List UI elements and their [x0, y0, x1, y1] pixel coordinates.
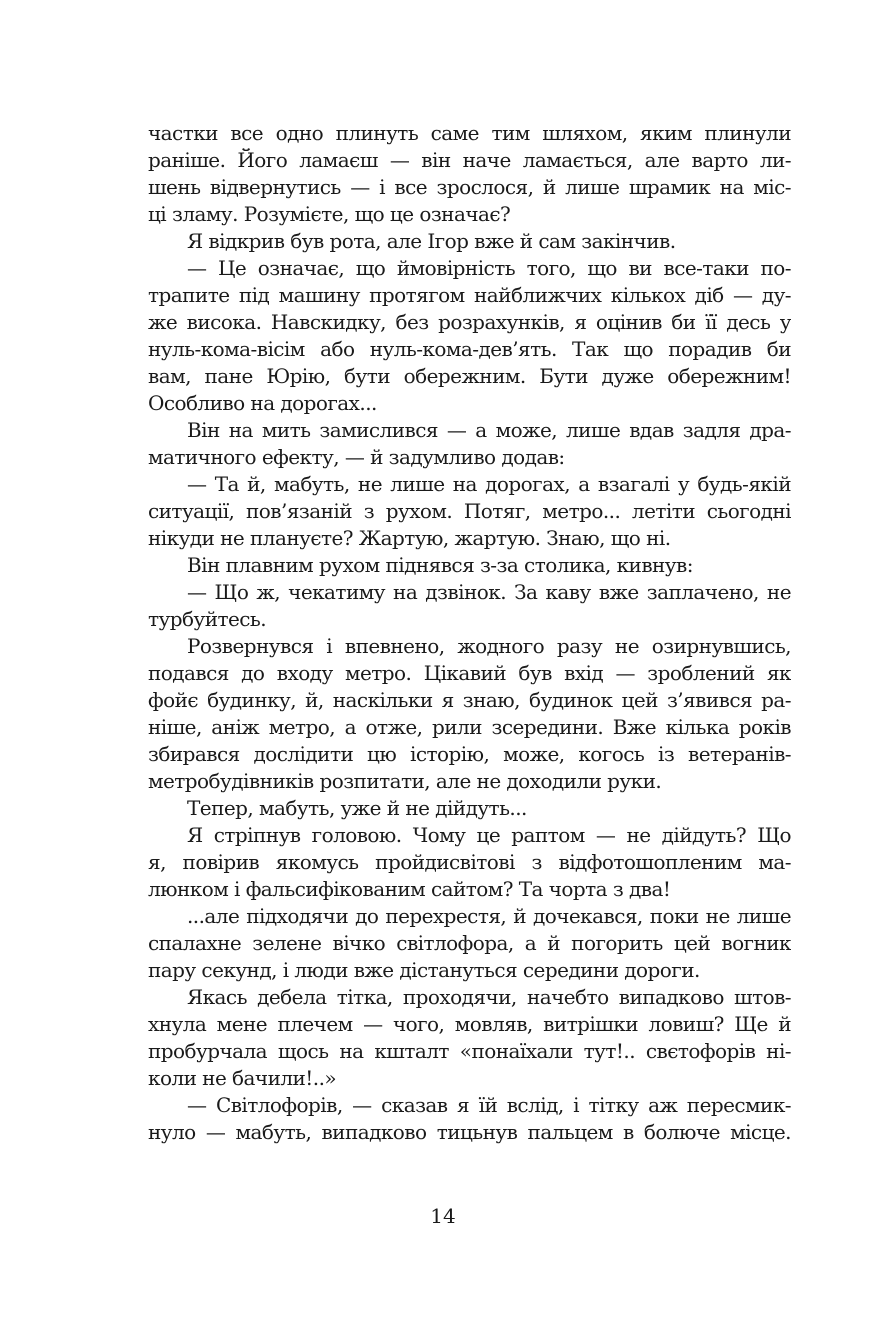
text-line: пару секунд, і люди вже дістануться середини дороги.: [148, 958, 700, 982]
text-line: — Світлофорів, — сказав я їй вслід, і тітку аж пересмик-: [187, 1093, 791, 1117]
text-line: Якась дебела тітка, проходячи, начебто випадково штов-: [187, 985, 791, 1009]
text-line: нікуди не плануєте? Жартую, жартую. Знаю, що ні.: [148, 526, 671, 550]
text-line: спалахне зелене вічко світлофора, а й погорить цей вогник: [148, 931, 791, 955]
text-line: шень відвернутись — і все зрослося, й лише шрамик на міс-: [148, 175, 791, 199]
text-line: подався до входу метро. Цікавий був вхід — зроблений як: [148, 661, 791, 685]
text-line: раніше. Його ламаєш — він наче ламається, але варто ли-: [148, 148, 791, 172]
text-line: Особливо на дорогах...: [148, 391, 377, 415]
text-line: хнула мене плечем — чого, мовляв, витрішки ловиш? Ще й: [148, 1012, 791, 1036]
text-line: нуло — мабуть, випадково тицьнув пальцем в болюче місце.: [148, 1120, 791, 1144]
text-line: Він на мить замислився — а може, лише вдав задля дра-: [187, 418, 791, 442]
text-line: матичного ефекту, — й задумливо додав:: [148, 445, 565, 469]
text-line: коли не бачили!..»: [148, 1066, 337, 1090]
text-line: турбуйтесь.: [148, 607, 267, 631]
text-line: ситуації, пов’язаній з рухом. Потяг, метро... летіти сьогодні: [148, 499, 791, 523]
text-line: — Це означає, що ймовірність того, що ви все-таки по-: [187, 256, 791, 280]
text-line: — Що ж, чекатиму на дзвінок. За каву вже заплачено, не: [187, 580, 791, 604]
text-line: ніше, аніж метро, а отже, рили зсередини. Вже кілька років: [148, 715, 791, 739]
text-line: люнком і фальсифікованим сайтом? Та чорта з два!: [148, 877, 671, 901]
text-line: Розвернувся і впевнено, жодного разу не озирнувшись,: [187, 634, 791, 658]
text-line: збирався дослідити цю історію, може, когось із ветеранів-: [148, 742, 791, 766]
text-line: я, повірив якомусь пройдисвітові з відфотошопленим ма-: [148, 850, 791, 874]
text-line: ці зламу. Розумієте, що це означає?: [148, 202, 511, 226]
text-line: же висока. Навскидку, без розрахунків, я оцінив би її десь у: [148, 310, 791, 334]
body-text: [148, 120, 791, 1146]
text-line: вам, пане Юрію, бути обережним. Бути дуже обережним!: [148, 364, 791, 388]
text-line: Тепер, мабуть, уже й не дійдуть...: [187, 796, 527, 820]
text-line: ...але підходячи до перехрестя, й дочекався, поки не лише: [187, 904, 791, 928]
text-line: фойє будинку, й, наскільки я знаю, будинок цей з’явився ра-: [148, 688, 791, 712]
text-line: — Та й, мабуть, не лише на дорогах, а взагалі у будь-якій: [187, 472, 791, 496]
text-line: пробурчала щось на кшталт «понаїхали тут!.. свєтофорів ні-: [148, 1039, 791, 1063]
text-line: Він плавним рухом піднявся з-за столика, кивнув:: [187, 553, 693, 577]
text-line: нуль-кома-вісім або нуль-кома-дев’ять. Так що порадив би: [148, 337, 791, 361]
text-line: трапите під машину протягом найближчих кількох діб — ду-: [148, 283, 791, 307]
text-line: частки все одно плинуть саме тим шляхом, яким плинули: [148, 121, 791, 145]
text-line: Я відкрив був рота, але Ігор вже й сам закінчив.: [187, 229, 676, 253]
text-line: Я стріпнув головою. Чому це раптом — не дійдуть? Що: [187, 823, 791, 847]
page-number: 14: [430, 1204, 456, 1228]
text-line: метробудівників розпитати, але не доходили руки.: [148, 769, 662, 793]
